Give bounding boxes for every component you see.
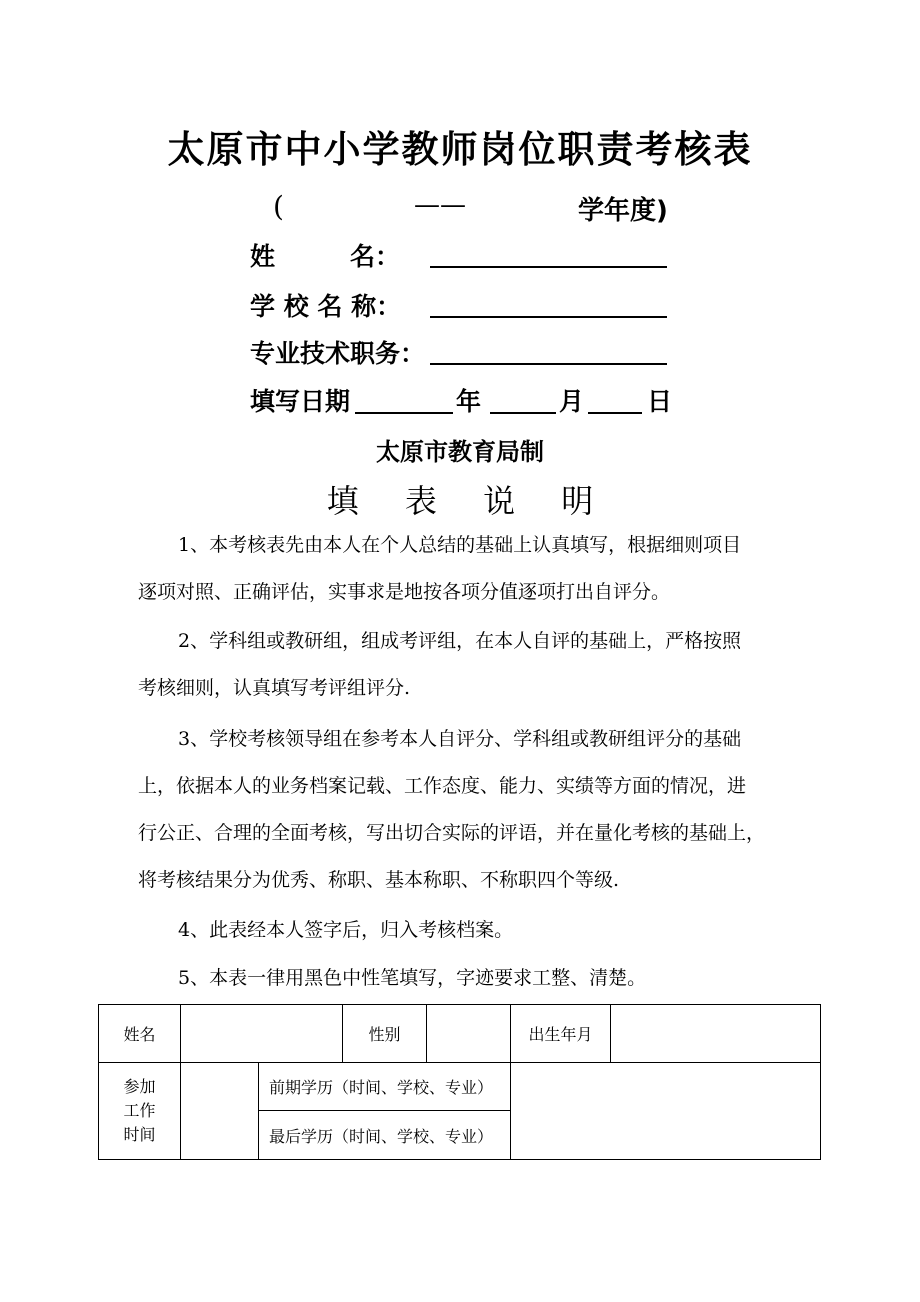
title-label: 专业技术职务：: [250, 339, 426, 368]
gender-header: 性别: [343, 1005, 427, 1063]
instruction-2: [138, 618, 788, 712]
instruction-1: [138, 522, 788, 616]
instruction-line: 5、本表一律用黑色中性笔填写，字迹要求工整、清楚。: [178, 967, 647, 989]
work-start-line: 参加: [123, 1077, 156, 1096]
instruction-4: [138, 907, 788, 954]
instruction-3: [138, 716, 788, 904]
work-start-header: [99, 1063, 181, 1160]
work-start-line: 工作: [123, 1101, 156, 1120]
work-start-line: 时间: [123, 1125, 156, 1144]
name-field-line[interactable]: [430, 266, 667, 268]
instruction-line: 1、本考核表先由本人在个人总结的基础上认真填写，根据细则项目: [178, 534, 742, 556]
instruction-line: 将考核结果分为优秀、称职、基本称职、不称职四个等级.: [138, 869, 620, 891]
instruction-line: 2、学科组或教研组，组成考评组，在本人自评的基础上，严格按照: [178, 630, 742, 652]
instruction-line: 3、学校考核领导组在参考本人自评分、学科组或教研组评分的基础: [178, 728, 742, 750]
work-start-value-cell[interactable]: [181, 1063, 259, 1160]
birth-header: 出生年月: [511, 1005, 611, 1063]
date-day-line[interactable]: [588, 412, 642, 414]
birth-value-cell[interactable]: [611, 1005, 821, 1063]
year-open-paren: (: [273, 190, 284, 223]
instruction-line: 4、此表经本人签字后，归入考核档案。: [178, 919, 514, 941]
prior-education-header: 前期学历（时间、学校、专业）: [259, 1063, 511, 1111]
instruction-line: 行公正、合理的全面考核，写出切合实际的评语，并在量化考核的基础上，: [138, 822, 766, 844]
year-suffix: 学年度): [578, 196, 668, 226]
date-month-line[interactable]: [490, 412, 556, 414]
page-title: 太原市中小学教师岗位职责考核表: [167, 128, 753, 171]
date-year-unit: 年: [456, 387, 482, 416]
date-month-unit: 月: [559, 387, 585, 416]
instruction-line: 上，依据本人的业务档案记载、工作态度、能力、实绩等方面的情况，进: [138, 775, 747, 797]
date-year-line[interactable]: [355, 412, 453, 414]
gender-value-cell[interactable]: [427, 1005, 511, 1063]
education-value-cell[interactable]: [511, 1063, 821, 1160]
name-header: 姓名: [99, 1005, 181, 1063]
year-dash: ——: [414, 190, 466, 220]
school-field-line[interactable]: [430, 316, 667, 318]
school-label: 学 校 名 称：: [250, 292, 402, 321]
title-field-line[interactable]: [430, 363, 667, 365]
date-label: 填写日期: [250, 387, 351, 416]
date-day-unit: 日: [647, 387, 673, 416]
instructions-title: 填 表 说 明: [326, 482, 612, 520]
name-label: 姓 名：: [250, 242, 401, 271]
instruction-5: [138, 955, 788, 1002]
final-education-header: 最后学历（时间、学校、专业）: [259, 1111, 511, 1160]
instruction-line: 考核细则，认真填写考评组评分.: [138, 677, 411, 699]
name-value-cell[interactable]: [181, 1005, 343, 1063]
issuer: 太原市教育局制: [376, 438, 544, 466]
info-table: [98, 1004, 821, 1160]
instruction-line: 逐项对照、正确评估，实事求是地按各项分值逐项打出自评分。: [138, 581, 671, 603]
